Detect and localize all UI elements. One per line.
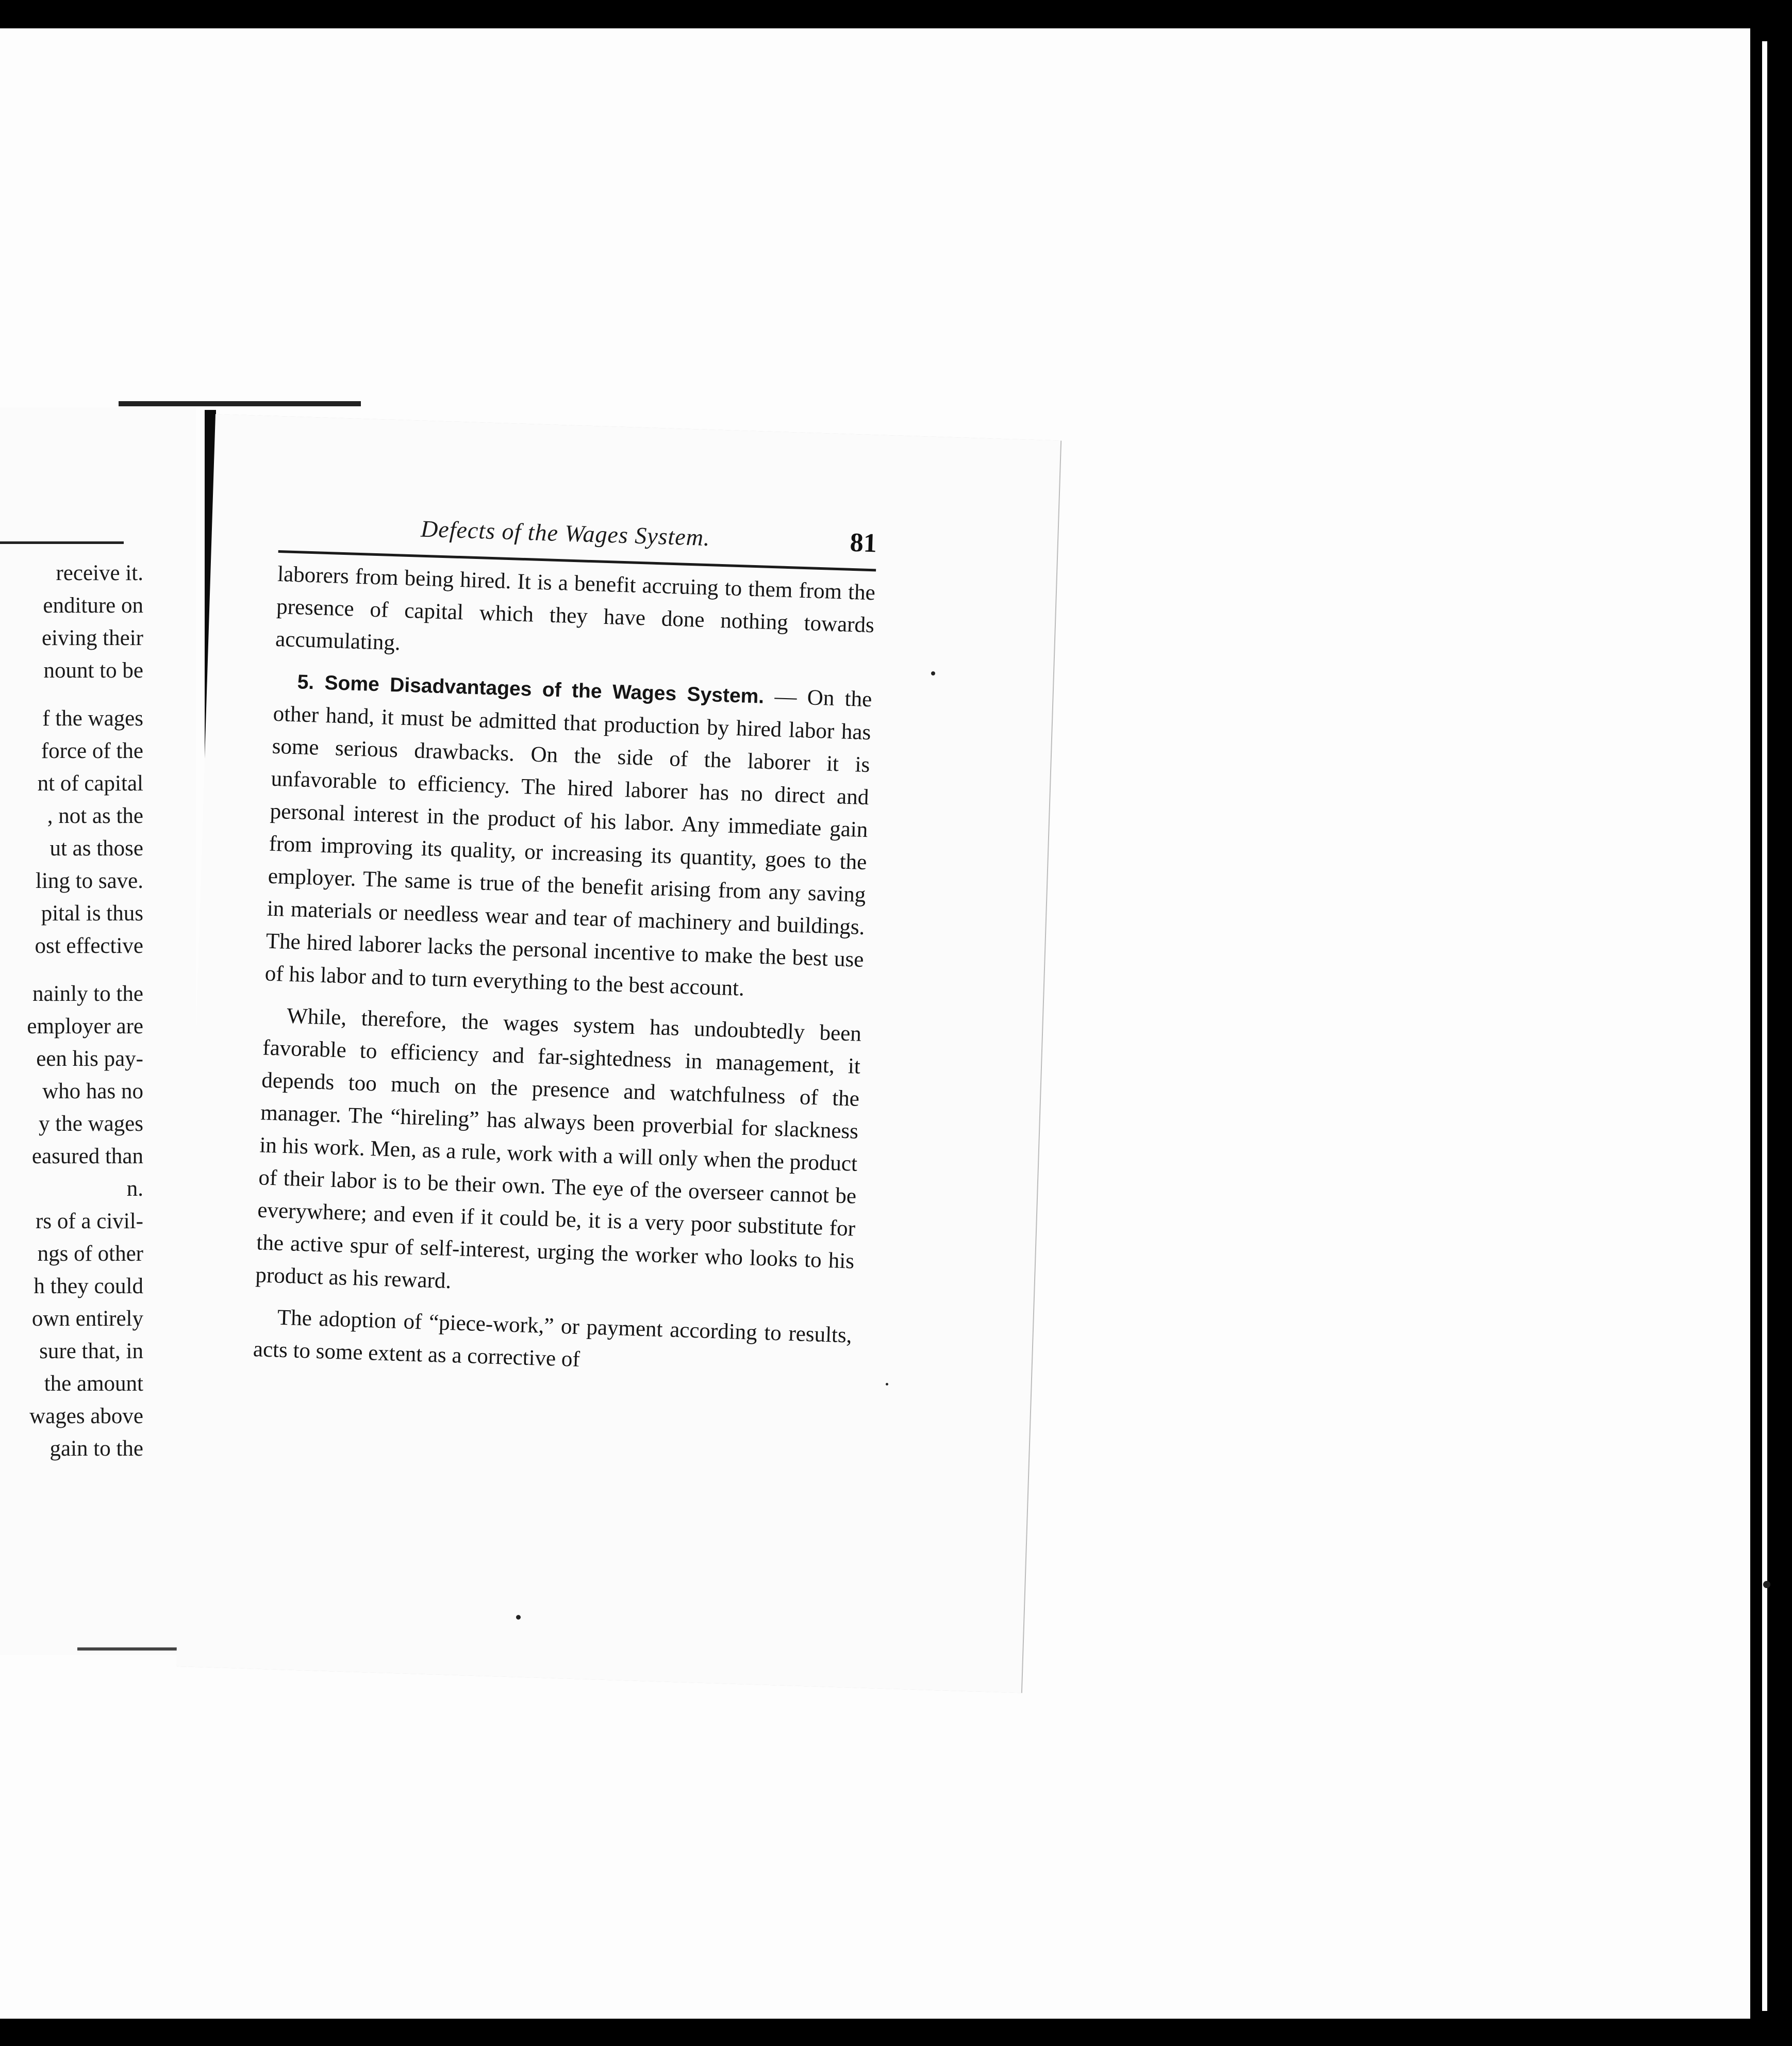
- left-line: who has no: [42, 1079, 143, 1103]
- left-line: h they could: [34, 1274, 143, 1298]
- left-line: ost effective: [35, 934, 143, 958]
- left-line: pital is thus: [41, 901, 143, 926]
- left-facing-page: [0, 407, 196, 1655]
- left-line: force of the: [41, 739, 143, 763]
- running-head: [278, 493, 878, 569]
- left-line: ling to save.: [36, 869, 143, 893]
- left-line: own entirely: [31, 1307, 143, 1331]
- left-head-rule: [0, 541, 124, 544]
- left-line: the amount: [44, 1372, 143, 1396]
- paragraph: While, therefore, the wages system has undoubtedly been favorable to efficiency and far-sightedness in management, it depends too much on the presence and watchfulness of the manager. The “hireling” has always been proverbial for slackness in his work. Men, as a rule, work with a will only when the product of their labor is to be their own. The eye of the overseer cannot be everywhere; and even if it could be, it is a very poor substitute for the active spur of self-interest, urging the worker who looks to his product as his reward.: [255, 1003, 862, 1294]
- left-line: f the wages: [42, 706, 143, 731]
- left-line: [27, 687, 143, 702]
- scan-bottom-border: [0, 2019, 1792, 2046]
- left-line: een his pay-: [36, 1047, 143, 1071]
- scan-right-border: [1750, 0, 1792, 2046]
- left-line: , not as the: [47, 804, 143, 828]
- left-line: ngs of other: [37, 1242, 143, 1266]
- paragraph: The adoption of “piece-work,” or payment according to results, acts to some extent as a corrective of: [253, 1305, 853, 1372]
- left-line: [27, 962, 143, 978]
- right-page-text-block: [253, 416, 881, 1394]
- section-paragraph-body: — On the other hand, it must be admitted that production by hired labor has some serious drawbacks. On the side of the laborer it is unfavorable to efficiency. The hired laborer has no direct and personal interest in the product of his labor. Any immediate gain from improving its quality, or increasing its quantity, goes to the employer. The same is true of the benefit arising from any saving in materials or needless wear and tear of machinery and buildings. The hired laborer lacks the personal incentive to make the best use of his labor and to turn everything to the best account.: [264, 684, 872, 1001]
- left-line: employer are: [27, 1014, 143, 1038]
- scan-edge-strip: [1762, 41, 1767, 2011]
- left-line: rs of a civil-: [36, 1209, 143, 1233]
- running-title: Defects of the Wages System.: [420, 515, 711, 551]
- section-paragraph: [264, 665, 872, 1009]
- binding-scuff-top: [119, 401, 361, 406]
- left-line: wages above: [29, 1404, 143, 1428]
- left-line: n.: [126, 1177, 143, 1201]
- left-line: sure that, in: [39, 1339, 143, 1363]
- left-line: nainly to the: [32, 982, 143, 1006]
- page-number: 81: [849, 527, 877, 558]
- left-line: easured than: [31, 1144, 143, 1168]
- left-page-text: [27, 557, 143, 1465]
- left-line: ut as those: [49, 836, 143, 861]
- right-page: [176, 414, 1061, 1693]
- section-heading: 5. Some Disadvantages of the Wages System.: [297, 671, 765, 708]
- left-line: eiving their: [41, 626, 143, 650]
- left-line: nount to be: [43, 658, 143, 683]
- left-line: receive it.: [56, 561, 143, 585]
- left-line: enditure on: [43, 593, 143, 618]
- left-line: nt of capital: [37, 771, 143, 796]
- left-line: gain to the: [49, 1437, 143, 1461]
- paragraph-continued: laborers from being hired. It is a benefit accruing to them from the presence of capital which they have done nothing towards accumulating.: [275, 562, 876, 655]
- left-line: y the wages: [39, 1112, 143, 1136]
